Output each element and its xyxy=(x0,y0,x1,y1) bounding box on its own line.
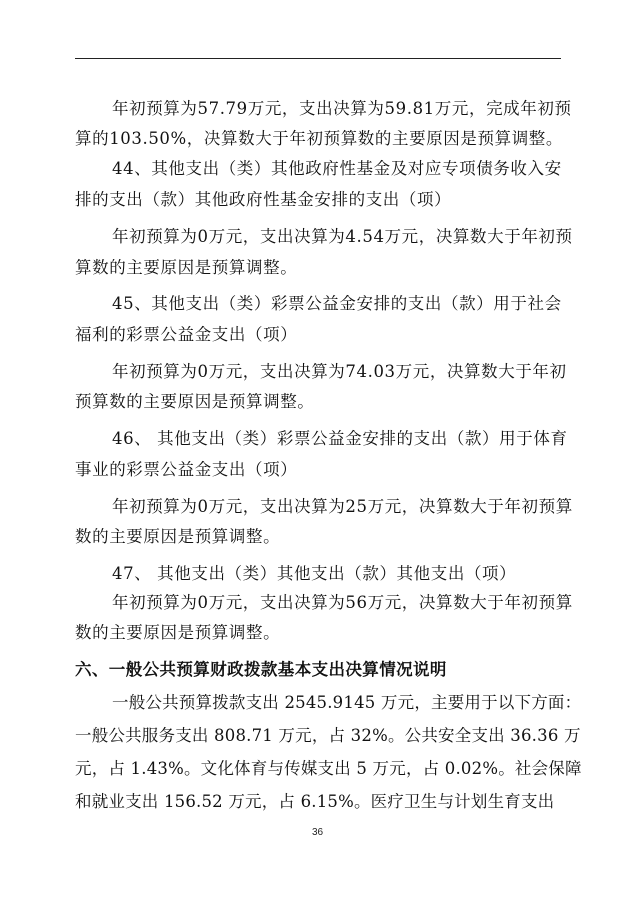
paragraph-line: 47、 其他支出（类）其他支出（款）其他支出（项） xyxy=(112,564,517,583)
paragraph-line: 福利的彩票公益金支出（项） xyxy=(75,325,298,344)
paragraph-line: 45、其他支出（类）彩票公益金安排的支出（款）用于社会 xyxy=(112,294,562,313)
paragraph-line: 年初预算为57.79万元，支出决算为59.81万元，完成年初预 xyxy=(112,99,572,118)
section-line: 一般公共服务支出 808.71 万元，占 32%。公共安全支出 36.36 万 xyxy=(75,726,581,745)
paragraph-line: 排的支出（款）其他政府性基金安排的支出（项） xyxy=(75,190,452,209)
paragraph-line: 44、其他支出（类）其他政府性基金及对应专项债务收入安 xyxy=(112,159,562,178)
section-line: 一般公共预算拨款支出 2545.9145 万元，主要用于以下方面： xyxy=(112,693,582,712)
paragraph-line: 事业的彩票公益金支出（项） xyxy=(75,460,298,479)
header-rule xyxy=(75,58,561,59)
page-number: 36 xyxy=(311,827,324,838)
paragraph-line: 数的主要原因是预算调整。 xyxy=(75,527,281,546)
paragraph-line: 预算数的主要原因是预算调整。 xyxy=(75,392,315,411)
paragraph-line: 算的103.50%，决算数大于年初预算数的主要原因是预算调整。 xyxy=(75,129,564,148)
section-line: 和就业支出 156.52 万元，占 6.15%。医疗卫生与计划生育支出 xyxy=(75,792,555,811)
section-line: 元，占 1.43%。文化体育与传媒支出 5 万元，占 0.02%。社会保障 xyxy=(75,759,582,778)
paragraph-line: 算数的主要原因是预算调整。 xyxy=(75,258,298,277)
section-heading: 六、一般公共预算财政拨款基本支出决算情况说明 xyxy=(75,660,447,679)
paragraph-line: 年初预算为0万元，支出决算为56万元，决算数大于年初预算 xyxy=(112,593,573,612)
paragraph-line: 年初预算为0万元，支出决算为4.54万元，决算数大于年初预 xyxy=(112,227,573,246)
paragraph-line: 年初预算为0万元，支出决算为25万元，决算数大于年初预算 xyxy=(112,497,573,516)
paragraph-line: 年初预算为0万元，支出决算为74.03万元，决算数大于年初 xyxy=(112,362,567,381)
paragraph-line: 46、 其他支出（类）彩票公益金安排的支出（款）用于体育 xyxy=(112,429,568,448)
paragraph-line: 数的主要原因是预算调整。 xyxy=(75,623,281,642)
